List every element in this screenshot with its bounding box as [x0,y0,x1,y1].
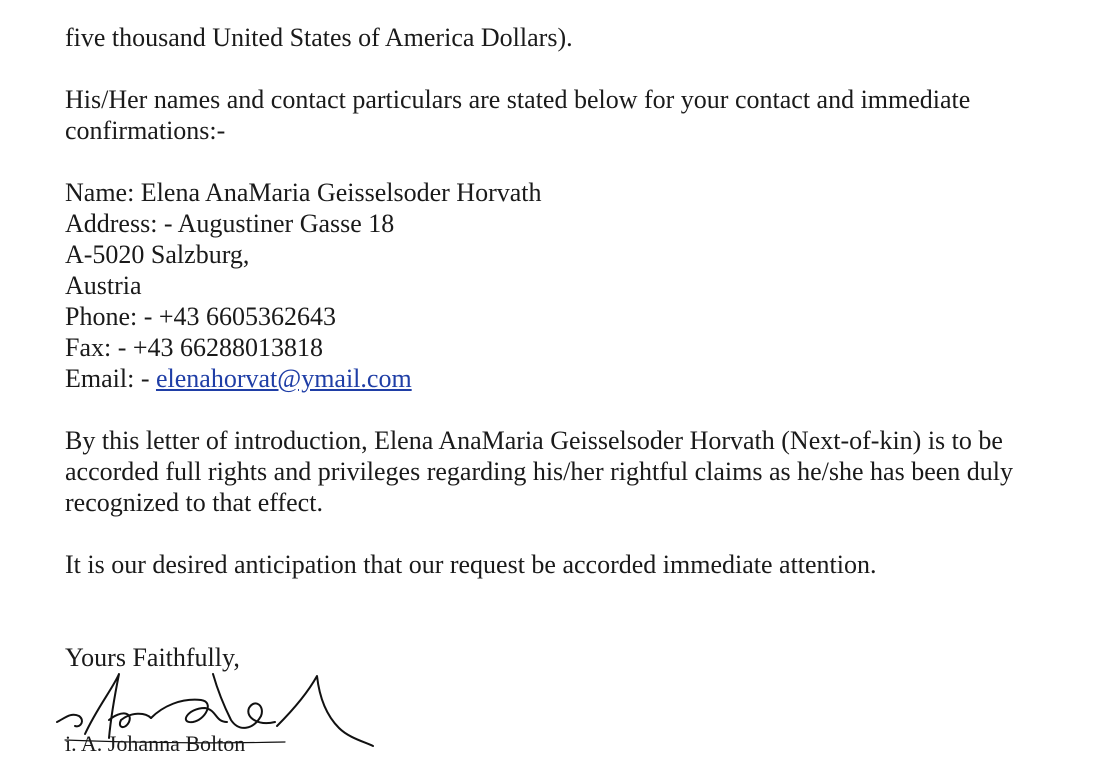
intro-paragraph-line-2: confirmations:- [65,116,226,145]
intro-paragraph-line-1: His/Her names and contact particulars are stated below for your contact and immediate [65,85,971,114]
paragraph-gap [65,518,1075,549]
contact-address: Address: - Augustiner Gasse 18 [65,209,395,238]
contact-email-line [65,363,1075,394]
rights-paragraph-line-1: By this letter of introduction, Elena AnaMaria Geisselsoder Horvath (Next-of-kin) is to be [65,426,1003,455]
signer-name: i. A. Johanna Bolton [65,731,246,756]
paragraph-gap [65,146,1075,177]
contact-block [65,177,1075,394]
contact-city: A-5020 Salzburg, [65,240,250,269]
opening-line: five thousand United States of America Dollars). [65,23,573,52]
letter-body [65,22,1075,673]
sign-off: Yours Faithfully, [65,643,240,672]
paragraph-gap [65,580,1075,642]
contact-name: Name: Elena AnaMaria Geisselsoder Horvath [65,178,542,207]
closing-request: It is our desired anticipation that our request be accorded immediate attention. [65,550,877,579]
contact-email-label: Email: - [65,364,156,393]
contact-phone: Phone: - +43 6605362643 [65,302,337,331]
paragraph-gap [65,53,1075,84]
contact-country: Austria [65,271,142,300]
contact-fax: Fax: - +43 66288013818 [65,333,324,362]
rights-paragraph-line-2: accorded full rights and privileges regarding his/her rightful claims as he/she has been duly [65,457,1013,486]
paragraph-gap [65,394,1075,425]
rights-paragraph-line-3: recognized to that effect. [65,488,323,517]
contact-email-link[interactable]: elenahorvat@ymail.com [155,364,412,393]
